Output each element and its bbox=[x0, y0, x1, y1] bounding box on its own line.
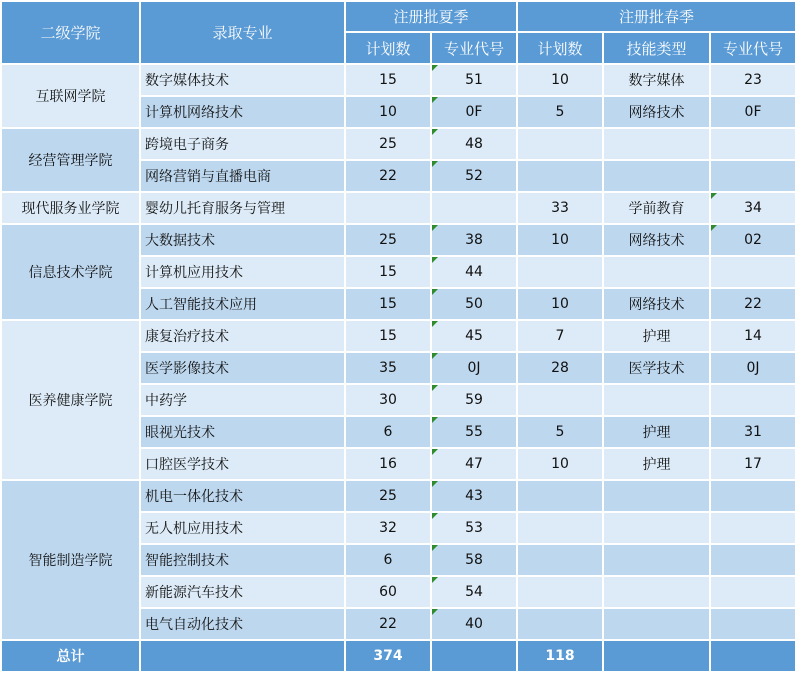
major-cell: 中药学 bbox=[140, 384, 345, 416]
spring-skill-cell bbox=[603, 384, 710, 416]
spring-plan-cell bbox=[517, 128, 603, 160]
major-cell: 计算机应用技术 bbox=[140, 256, 345, 288]
table-row bbox=[1, 128, 795, 160]
spring-plan-cell: 33 bbox=[517, 192, 603, 224]
summer-code-cell: 0J bbox=[431, 352, 517, 384]
header-spring: 注册批春季 bbox=[517, 1, 795, 32]
spring-plan-cell: 10 bbox=[517, 224, 603, 256]
spring-plan-cell: 10 bbox=[517, 448, 603, 480]
summer-code-cell: 51 bbox=[431, 64, 517, 96]
spring-skill-cell bbox=[603, 544, 710, 576]
spring-plan-cell bbox=[517, 160, 603, 192]
spring-plan-cell: 5 bbox=[517, 416, 603, 448]
college-cell: 现代服务业学院 bbox=[1, 192, 140, 224]
spring-code-cell bbox=[710, 128, 795, 160]
spring-skill-cell: 护理 bbox=[603, 320, 710, 352]
summer-code-cell bbox=[431, 192, 517, 224]
summer-plan-cell: 25 bbox=[345, 224, 431, 256]
spring-total: 118 bbox=[517, 640, 603, 672]
spring-plan-cell bbox=[517, 544, 603, 576]
header-summer-code: 专业代号 bbox=[431, 32, 517, 64]
spring-skill-cell: 网络技术 bbox=[603, 96, 710, 128]
summer-code-cell: 38 bbox=[431, 224, 517, 256]
college-cell: 医养健康学院 bbox=[1, 320, 140, 480]
spring-skill-cell: 网络技术 bbox=[603, 288, 710, 320]
summer-code-cell: 40 bbox=[431, 608, 517, 640]
header-spring-skill: 技能类型 bbox=[603, 32, 710, 64]
table-row bbox=[1, 480, 795, 512]
summer-code-cell: 44 bbox=[431, 256, 517, 288]
spring-skill-cell: 护理 bbox=[603, 416, 710, 448]
spring-code-cell bbox=[710, 160, 795, 192]
major-cell: 网络营销与直播电商 bbox=[140, 160, 345, 192]
spring-code-cell bbox=[710, 576, 795, 608]
spring-plan-cell: 10 bbox=[517, 288, 603, 320]
summer-plan-cell: 6 bbox=[345, 416, 431, 448]
spring-skill-cell bbox=[603, 256, 710, 288]
summer-plan-cell: 25 bbox=[345, 480, 431, 512]
summer-code-cell: 53 bbox=[431, 512, 517, 544]
summer-plan-cell: 15 bbox=[345, 64, 431, 96]
summer-plan-cell: 15 bbox=[345, 288, 431, 320]
major-cell: 康复治疗技术 bbox=[140, 320, 345, 352]
header-spring-plan: 计划数 bbox=[517, 32, 603, 64]
spring-skill-cell: 学前教育 bbox=[603, 192, 710, 224]
major-cell: 电气自动化技术 bbox=[140, 608, 345, 640]
college-cell: 经营管理学院 bbox=[1, 128, 140, 192]
header-college: 二级学院 bbox=[1, 1, 140, 64]
total-empty-cell bbox=[710, 640, 795, 672]
summer-code-cell: 43 bbox=[431, 480, 517, 512]
spring-skill-cell bbox=[603, 128, 710, 160]
spring-code-cell: 17 bbox=[710, 448, 795, 480]
header-spring-code: 专业代号 bbox=[710, 32, 795, 64]
spring-plan-cell bbox=[517, 256, 603, 288]
spring-code-cell: 0J bbox=[710, 352, 795, 384]
summer-code-cell: 0F bbox=[431, 96, 517, 128]
college-cell: 互联网学院 bbox=[1, 64, 140, 128]
major-cell: 新能源汽车技术 bbox=[140, 576, 345, 608]
spring-plan-cell: 10 bbox=[517, 64, 603, 96]
spring-skill-cell: 数字媒体 bbox=[603, 64, 710, 96]
major-cell: 人工智能技术应用 bbox=[140, 288, 345, 320]
summer-plan-cell bbox=[345, 192, 431, 224]
summer-plan-cell: 60 bbox=[345, 576, 431, 608]
header-major: 录取专业 bbox=[140, 1, 345, 64]
major-cell: 大数据技术 bbox=[140, 224, 345, 256]
summer-code-cell: 59 bbox=[431, 384, 517, 416]
major-cell: 无人机应用技术 bbox=[140, 512, 345, 544]
spring-code-cell: 14 bbox=[710, 320, 795, 352]
spring-plan-cell bbox=[517, 384, 603, 416]
total-empty-cell bbox=[140, 640, 345, 672]
header-summer: 注册批夏季 bbox=[345, 1, 517, 32]
major-cell: 婴幼儿托育服务与管理 bbox=[140, 192, 345, 224]
spring-code-cell: 22 bbox=[710, 288, 795, 320]
spring-code-cell: 23 bbox=[710, 64, 795, 96]
spring-skill-cell bbox=[603, 160, 710, 192]
spring-plan-cell: 5 bbox=[517, 96, 603, 128]
summer-plan-cell: 16 bbox=[345, 448, 431, 480]
spring-plan-cell bbox=[517, 576, 603, 608]
spring-skill-cell: 医学技术 bbox=[603, 352, 710, 384]
total-empty-cell bbox=[431, 640, 517, 672]
spring-code-cell: 02 bbox=[710, 224, 795, 256]
spring-plan-cell bbox=[517, 608, 603, 640]
spring-code-cell bbox=[710, 384, 795, 416]
table-row bbox=[1, 224, 795, 256]
major-cell: 数字媒体技术 bbox=[140, 64, 345, 96]
table-row bbox=[1, 64, 795, 96]
summer-plan-cell: 25 bbox=[345, 128, 431, 160]
college-cell: 智能制造学院 bbox=[1, 480, 140, 640]
spring-code-cell bbox=[710, 512, 795, 544]
major-cell: 智能控制技术 bbox=[140, 544, 345, 576]
total-empty-cell bbox=[603, 640, 710, 672]
table-row bbox=[1, 320, 795, 352]
summer-plan-cell: 30 bbox=[345, 384, 431, 416]
major-cell: 口腔医学技术 bbox=[140, 448, 345, 480]
summer-code-cell: 55 bbox=[431, 416, 517, 448]
spring-skill-cell bbox=[603, 608, 710, 640]
total-label: 总计 bbox=[1, 640, 140, 672]
major-cell: 医学影像技术 bbox=[140, 352, 345, 384]
spring-code-cell: 34 bbox=[710, 192, 795, 224]
summer-code-cell: 58 bbox=[431, 544, 517, 576]
spring-skill-cell bbox=[603, 512, 710, 544]
summer-code-cell: 45 bbox=[431, 320, 517, 352]
summer-plan-cell: 32 bbox=[345, 512, 431, 544]
spring-code-cell bbox=[710, 256, 795, 288]
spring-skill-cell: 网络技术 bbox=[603, 224, 710, 256]
spring-plan-cell bbox=[517, 512, 603, 544]
total-row bbox=[1, 640, 795, 672]
spring-plan-cell bbox=[517, 480, 603, 512]
summer-plan-cell: 10 bbox=[345, 96, 431, 128]
summer-code-cell: 52 bbox=[431, 160, 517, 192]
major-cell: 跨境电子商务 bbox=[140, 128, 345, 160]
spring-code-cell bbox=[710, 480, 795, 512]
summer-code-cell: 54 bbox=[431, 576, 517, 608]
major-cell: 眼视光技术 bbox=[140, 416, 345, 448]
spring-code-cell bbox=[710, 544, 795, 576]
spring-skill-cell bbox=[603, 576, 710, 608]
spring-skill-cell: 护理 bbox=[603, 448, 710, 480]
spring-skill-cell bbox=[603, 480, 710, 512]
table-row bbox=[1, 192, 795, 224]
summer-plan-cell: 15 bbox=[345, 320, 431, 352]
spring-plan-cell: 28 bbox=[517, 352, 603, 384]
header-summer-plan: 计划数 bbox=[345, 32, 431, 64]
spring-code-cell bbox=[710, 608, 795, 640]
spring-code-cell: 31 bbox=[710, 416, 795, 448]
summer-code-cell: 47 bbox=[431, 448, 517, 480]
summer-plan-cell: 22 bbox=[345, 608, 431, 640]
spring-code-cell: 0F bbox=[710, 96, 795, 128]
summer-plan-cell: 35 bbox=[345, 352, 431, 384]
summer-total: 374 bbox=[345, 640, 431, 672]
major-cell: 机电一体化技术 bbox=[140, 480, 345, 512]
summer-plan-cell: 15 bbox=[345, 256, 431, 288]
college-cell: 信息技术学院 bbox=[1, 224, 140, 320]
summer-plan-cell: 6 bbox=[345, 544, 431, 576]
summer-plan-cell: 22 bbox=[345, 160, 431, 192]
summer-code-cell: 48 bbox=[431, 128, 517, 160]
spring-plan-cell: 7 bbox=[517, 320, 603, 352]
major-cell: 计算机网络技术 bbox=[140, 96, 345, 128]
summer-code-cell: 50 bbox=[431, 288, 517, 320]
